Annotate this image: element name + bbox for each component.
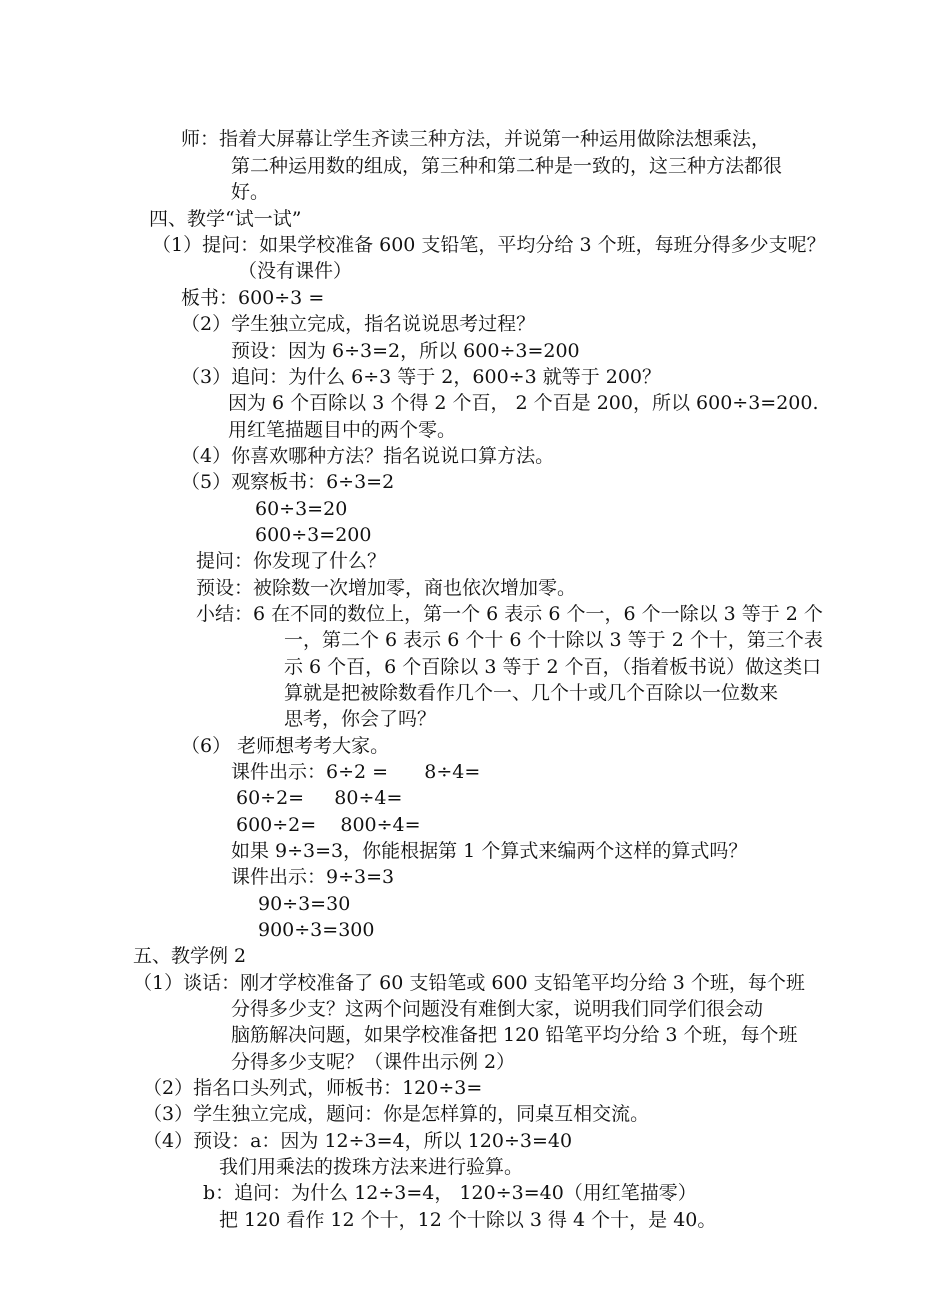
text-line: （4）预设：a：因为 12÷3=4，所以 120÷3=40 <box>143 1130 573 1152</box>
text-line: 一，第二个 6 表示 6 个十 6 个十除以 3 等于 2 个十，第三个表 <box>284 629 823 651</box>
text-line: 900÷3=300 <box>258 919 375 941</box>
text-line: 预设：因为 6÷3=2，所以 600÷3=200 <box>231 340 580 362</box>
text-line: 提问：你发现了什么？ <box>196 550 387 572</box>
text-line: 第二种运用数的组成，第三种和第二种是一致的，这三种方法都很 <box>231 155 783 177</box>
text-line: 示 6 个百，6 个百除以 3 等于 2 个百，（指着板书说）做这类口 <box>284 656 822 678</box>
text-line: （6） 老师想考考大家。 <box>181 735 390 757</box>
text-line: 思考，你会了吗？ <box>284 708 437 730</box>
text-line: 预设：被除数一次增加零，商也依次增加零。 <box>196 577 577 599</box>
text-line: 把 120 看作 12 个十，12 个十除以 3 得 4 个十，是 40。 <box>219 1209 717 1231</box>
text-line: （4）你喜欢哪种方法？指名说说口算方法。 <box>181 445 555 467</box>
text-line: 90÷3=30 <box>258 893 351 915</box>
text-line: 60÷3=20 <box>255 498 348 520</box>
text-line: （1）谈话：刚才学校准备了 60 支铅笔或 600 支铅笔平均分给 3 个班，每个班 <box>133 972 805 994</box>
text-line: 我们用乘法的拨珠方法来进行验算。 <box>219 1156 524 1178</box>
text-line: 分得多少支呢？（课件出示例 2） <box>231 1051 516 1073</box>
text-line: 小结：6 在不同的数位上，第一个 6 表示 6 个一，6 个一除以 3 等于 2 个 <box>196 603 823 625</box>
text-line: 600÷2= 800÷4= <box>236 814 421 836</box>
text-line: 脑筋解决问题，如果学校准备把 120 铅笔平均分给 3 个班，每个班 <box>231 1024 798 1046</box>
text-line: 板书：600÷3 = <box>181 287 325 309</box>
text-line: 课件出示：9÷3=3 <box>231 866 395 888</box>
text-line: 用红笔描题目中的两个零。 <box>228 419 457 441</box>
text-line: 好。 <box>231 181 270 203</box>
text-line: 因为 6 个百除以 3 个得 2 个百， 2 个百是 200，所以 600÷3=200. <box>228 392 819 414</box>
text-line: 分得多少支？这两个问题没有难倒大家，说明我们同学们很会动 <box>231 998 764 1020</box>
text-line: （2）学生独立完成，指名说说思考过程？ <box>181 313 536 335</box>
text-line: （3）学生独立完成，题问：你是怎样算的，同桌互相交流。 <box>143 1103 650 1125</box>
text-line: 课件出示：6÷2 = 8÷4= <box>231 761 481 783</box>
text-line: 师：指着大屏幕让学生齐读三种方法，并说第一种运用做除法想乘法， <box>181 128 771 150</box>
text-line: 算就是把被除数看作几个一、几个十或几个百除以一位数来 <box>284 682 779 704</box>
text-line: （5）观察板书：6÷3=2 <box>181 471 395 493</box>
text-line: （3）追问：为什么 6÷3 等于 2，600÷3 就等于 200？ <box>181 366 662 388</box>
section-heading: 四、教学“试一试” <box>149 208 302 230</box>
section-heading: 五、教学例 2 <box>133 945 247 967</box>
text-line: 600÷3=200 <box>255 524 372 546</box>
text-line: （没有课件） <box>238 260 353 282</box>
text-line: 60÷2= 80÷4= <box>236 787 403 809</box>
text-line: 如果 9÷3=3，你能根据第 1 个算式来编两个这样的算式吗？ <box>231 840 748 862</box>
text-line: （1）提问：如果学校准备 600 支铅笔，平均分给 3 个班，每班分得多少支呢？ <box>152 234 826 256</box>
text-line: b：追问：为什么 12÷3=4， 120÷3=40（用红笔描零） <box>203 1182 697 1204</box>
text-line: （2）指名口头列式，师板书：120÷3= <box>143 1077 483 1099</box>
